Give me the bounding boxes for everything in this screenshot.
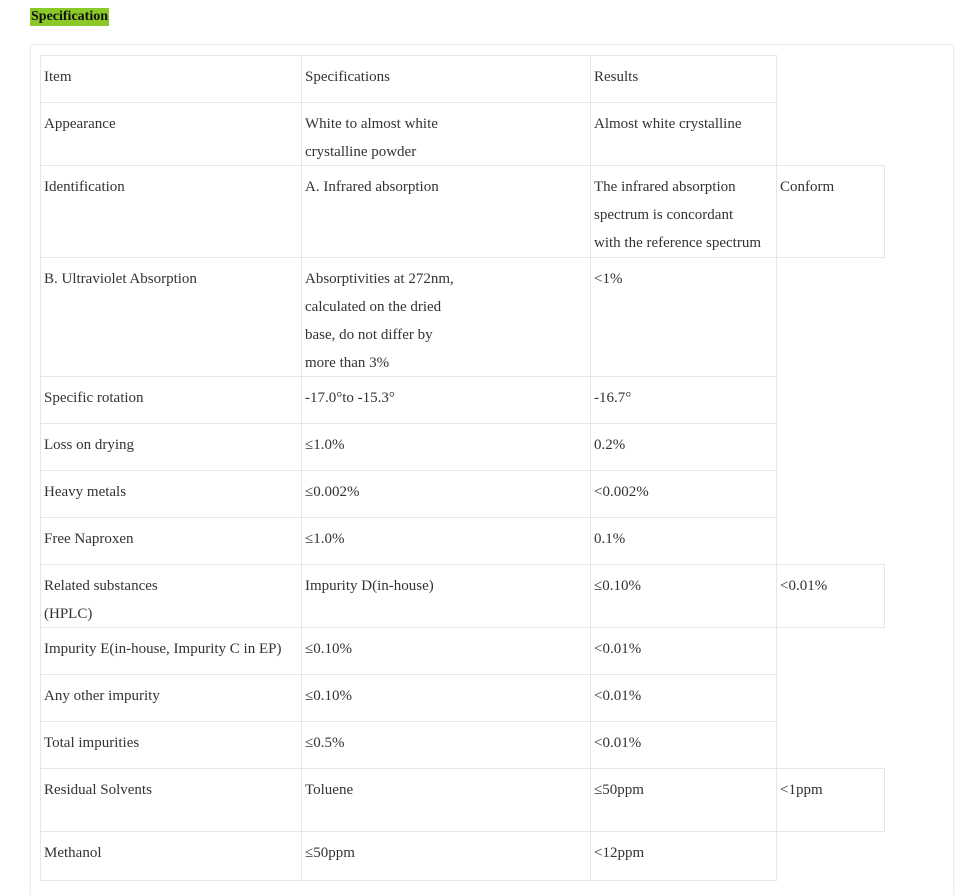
item-cell: Identification [40,165,302,258]
result-cell: <0.01% [590,721,777,769]
spec-cell: White to almost white crystalline powder [301,102,591,166]
item-cell: Methanol [40,831,302,881]
spec-cell: A. Infrared absorption [301,165,591,258]
item-cell: Appearance [40,102,302,166]
result-cell: <0.01% [590,674,777,722]
spec-cell: ≤1.0% [301,423,591,471]
spec-cell: ≤50ppm [301,831,591,881]
spec-cell: ≤0.002% [301,470,591,518]
extra-result-cell: <0.01% [776,564,885,628]
spec-cell: Impurity D(in-house) [301,564,591,628]
item-cell: Residual Solvents [40,768,302,832]
result-cell: ≤0.10% [590,564,777,628]
section-heading: Specification [31,9,108,24]
result-cell: <0.01% [590,627,777,675]
result-cell: -16.7° [590,376,777,424]
item-cell: Related substances (HPLC) [40,564,302,628]
result-cell: <1% [590,257,777,377]
header-cell-result: Results [590,55,777,103]
spec-cell: -17.0°to -15.3° [301,376,591,424]
header-cell-spec: Specifications [301,55,591,103]
item-cell: Specific rotation [40,376,302,424]
spec-cell: Toluene [301,768,591,832]
spec-cell: ≤0.10% [301,674,591,722]
extra-result-cell: Conform [776,165,885,258]
item-cell: Impurity E(in-house, Impurity C in EP) [40,627,302,675]
item-cell: Any other impurity [40,674,302,722]
item-cell: B. Ultraviolet Absorption [40,257,302,377]
result-cell: ≤50ppm [590,768,777,832]
result-cell: 0.2% [590,423,777,471]
spec-cell: ≤1.0% [301,517,591,565]
item-cell: Heavy metals [40,470,302,518]
result-cell: The infrared absorption spectrum is concordant with the reference spectrum [590,165,777,258]
spec-cell: ≤0.10% [301,627,591,675]
item-cell: Free Naproxen [40,517,302,565]
spec-cell: Absorptivities at 272nm, calculated on the dried base, do not differ by more than 3% [301,257,591,377]
result-cell: Almost white crystalline [590,102,777,166]
item-cell: Loss on drying [40,423,302,471]
result-cell: <12ppm [590,831,777,881]
item-cell: Total impurities [40,721,302,769]
result-cell: <0.002% [590,470,777,518]
header-cell-item: Item [40,55,302,103]
extra-result-cell: <1ppm [776,768,885,832]
spec-cell: ≤0.5% [301,721,591,769]
result-cell: 0.1% [590,517,777,565]
